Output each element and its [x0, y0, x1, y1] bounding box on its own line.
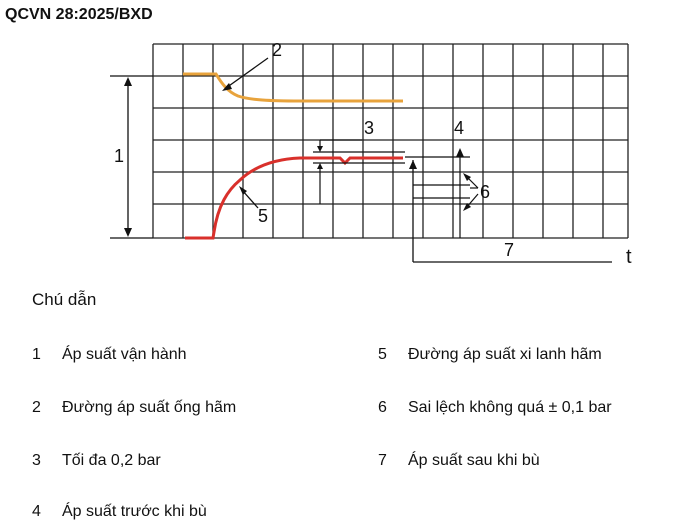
legend-item-3 [32, 452, 161, 470]
legend-text: Tối đa 0,2 bar [62, 452, 161, 469]
legend-num: 6 [378, 399, 387, 416]
legend-num: 2 [32, 399, 41, 416]
leader-5 [239, 186, 258, 208]
legend-num: 7 [378, 452, 387, 469]
legend-item-7 [378, 452, 540, 470]
legend-title: Chú dẫn [32, 290, 97, 309]
page-title: QCVN 28:2025/BXD [5, 6, 153, 23]
legend-text: Đường áp suất xi lanh hãm [408, 346, 602, 363]
legend-text: Áp suất vận hành [62, 346, 187, 363]
callout-5: 5 [258, 206, 269, 226]
time-axis-label: t [626, 246, 632, 268]
legend-num: 3 [32, 452, 41, 469]
legend-text: Sai lệch không quá ± 0,1 bar [408, 399, 612, 416]
callout-1: 1 [114, 146, 125, 166]
brake-cylinder-pressure-curve [185, 158, 403, 238]
grid [153, 44, 628, 238]
legend-num: 4 [32, 503, 41, 520]
legend-item-5 [378, 346, 602, 364]
legend-text: Đường áp suất ống hãm [62, 399, 237, 416]
callout-3: 3 [364, 118, 375, 138]
legend-item-2 [32, 399, 236, 417]
leader-2 [222, 58, 268, 91]
brake-pipe-pressure-curve [183, 74, 403, 101]
legend-num: 5 [378, 346, 387, 363]
callout-7: 7 [504, 240, 515, 260]
dimension-4 [405, 148, 470, 238]
legend-item-6 [378, 399, 612, 417]
legend-item-4 [32, 503, 207, 521]
legend-text: Áp suất sau khi bù [408, 452, 540, 469]
callout-6: 6 [480, 182, 491, 202]
legend-item-1 [32, 346, 187, 364]
legend-text: Áp suất trước khi bù [62, 503, 207, 520]
callout-2: 2 [272, 40, 283, 60]
legend-num: 1 [32, 346, 41, 363]
callout-4: 4 [454, 118, 465, 138]
